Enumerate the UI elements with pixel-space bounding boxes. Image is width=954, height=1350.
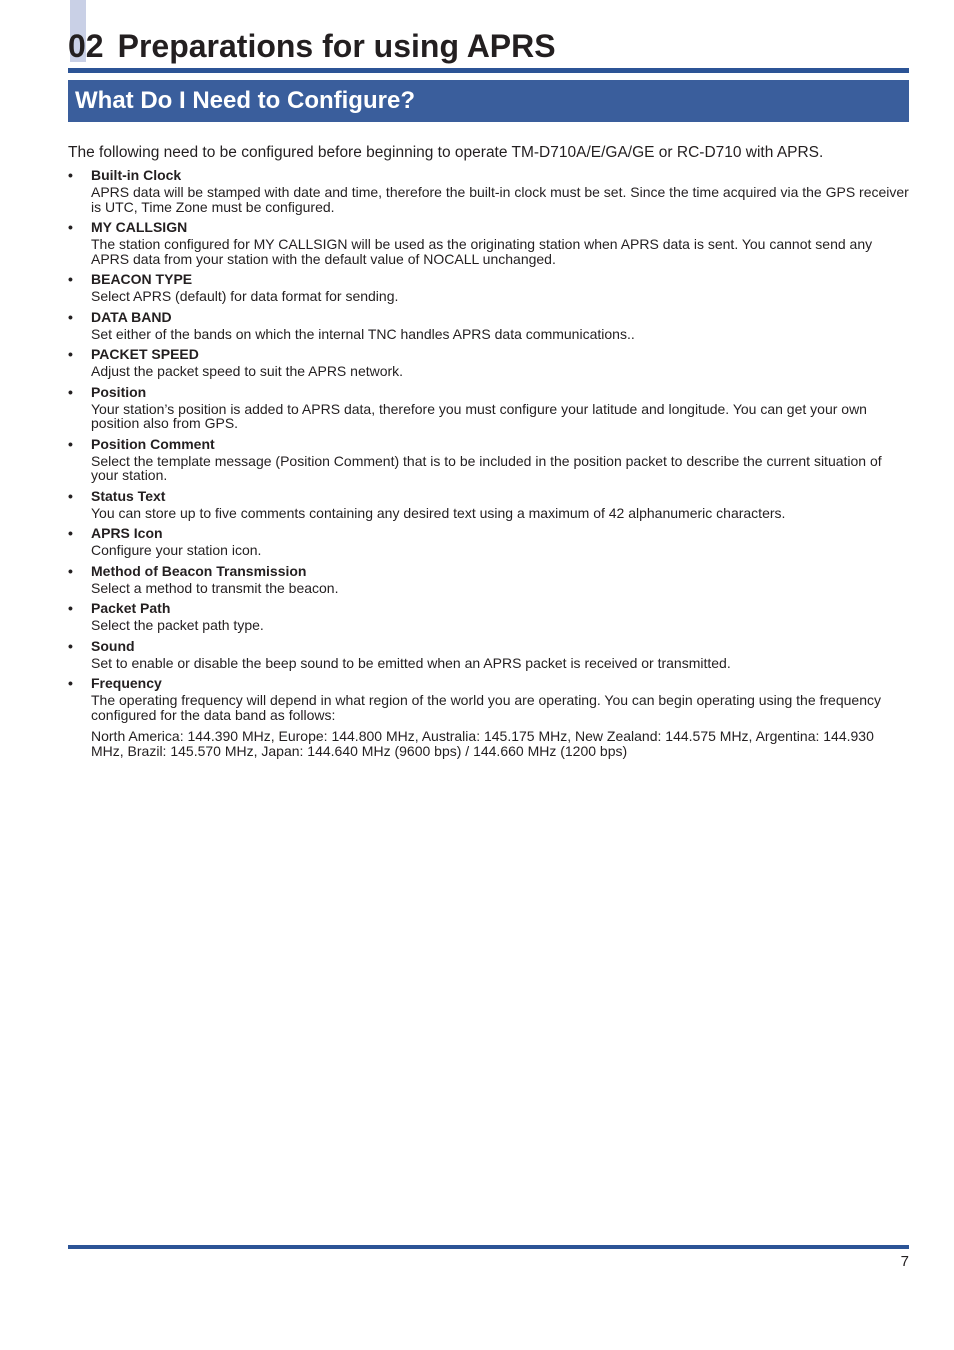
item-description: The station configured for MY CALLSIGN will be used as the originating station when APRS data is sent. You cannot send any APRS data from your station with the default value of NOCALL unchanged.	[91, 236, 873, 267]
item-title: Sound	[91, 637, 135, 654]
list-item-method-of-beacon-transmission	[68, 562, 909, 599]
item-description: Select the template message (Position Comment) that is to be included in the position packet to describe the current situation of your station.	[91, 452, 882, 483]
item-title: BEACON TYPE	[91, 271, 193, 287]
list-item-my-callsign	[68, 218, 909, 269]
item-title: Method of Beacon Transmission	[91, 562, 307, 579]
page-number: 7	[900, 1253, 909, 1270]
item-description: You can store up to five comments containing any desired text using a maximum of 42 alphanumeric characters.	[91, 504, 786, 521]
item-title: Built-in Clock	[91, 167, 182, 183]
bullet-icon: •	[68, 637, 73, 654]
chapter-rule	[68, 68, 909, 73]
bullet-icon: •	[68, 271, 73, 287]
bullet-icon: •	[68, 525, 73, 541]
section-header-bar	[68, 80, 909, 122]
item-title: APRS Icon	[91, 525, 163, 541]
item-title: Position Comment	[91, 435, 215, 452]
list-item-status-text	[68, 487, 909, 524]
item-description: Select the packet path type.	[91, 617, 264, 633]
item-title: Packet Path	[91, 600, 171, 616]
list-item-packet-speed	[68, 345, 909, 382]
item-description: Adjust the packet speed to suit the APRS network.	[91, 363, 404, 379]
item-description: APRS data will be stamped with date and time, therefore the built-in clock must be set. Since the time acquired via the GPS receiver is UTC, Time Zone must be configured.	[91, 184, 909, 215]
bullet-icon: •	[68, 219, 73, 235]
item-title: Position	[91, 383, 147, 400]
section-title: What Do I Need to Configure?	[75, 87, 415, 114]
item-title: Status Text	[91, 487, 166, 504]
bullet-icon: •	[68, 600, 73, 616]
item-title: DATA BAND	[91, 308, 172, 325]
chapter-heading	[68, 26, 556, 66]
item-description: The operating frequency will depend in what region of the world you are operating. You can begin operating using the frequency configured for the data band as follows:	[91, 692, 881, 723]
frequency-list: North America: 144.390 MHz, Europe: 144.800 MHz, Australia: 145.175 MHz, New Zealand: 144.575 MHz, Argentina: 144.930 MHz, Brazil: 145.570 MHz, Japan: 144.640 MHz (9600 bps) / 144.660 MHz (1200 bps)	[91, 728, 874, 759]
configuration-list	[68, 166, 909, 761]
intro-paragraph: The following need to be configured before beginning to operate TM-D710A/E/GA/GE or RC-D710 with APRS.	[68, 144, 824, 161]
footer-rule	[68, 1245, 909, 1249]
bullet-icon: •	[68, 308, 73, 325]
bullet-icon: •	[68, 346, 73, 362]
item-description: Set to enable or disable the beep sound to be emitted when an APRS packet is received or transmitted.	[91, 654, 731, 671]
bullet-icon: •	[68, 562, 73, 579]
chapter-title: Preparations for using APRS	[117, 28, 556, 64]
item-title: MY CALLSIGN	[91, 219, 188, 235]
bullet-icon: •	[68, 435, 73, 452]
list-item-sound	[68, 637, 909, 674]
chapter-number: 02	[68, 28, 104, 64]
list-item-data-band	[68, 308, 909, 345]
list-item-beacon-type	[68, 270, 909, 307]
bullet-icon: •	[68, 167, 73, 183]
item-description: Set either of the bands on which the internal TNC handles APRS data communications..	[91, 325, 635, 342]
item-title: Frequency	[91, 675, 162, 691]
item-description: Select APRS (default) for data format for sending.	[91, 288, 399, 304]
list-item-frequency	[68, 674, 909, 761]
list-item-built-in-clock	[68, 166, 909, 217]
list-item-packet-path	[68, 599, 909, 636]
bullet-icon: •	[68, 383, 73, 400]
list-item-position	[68, 383, 909, 434]
list-item-aprs-icon	[68, 524, 909, 561]
item-description: Configure your station icon.	[91, 542, 262, 558]
item-description: Your station’s position is added to APRS data, therefore you must configure your latitude and longitude. You can get your own position also from GPS.	[91, 400, 867, 431]
page-content	[68, 143, 909, 762]
item-description: Select a method to transmit the beacon.	[91, 579, 339, 596]
bullet-icon: •	[68, 675, 73, 691]
list-item-position-comment	[68, 435, 909, 486]
bullet-icon: •	[68, 487, 73, 504]
item-title: PACKET SPEED	[91, 346, 199, 362]
